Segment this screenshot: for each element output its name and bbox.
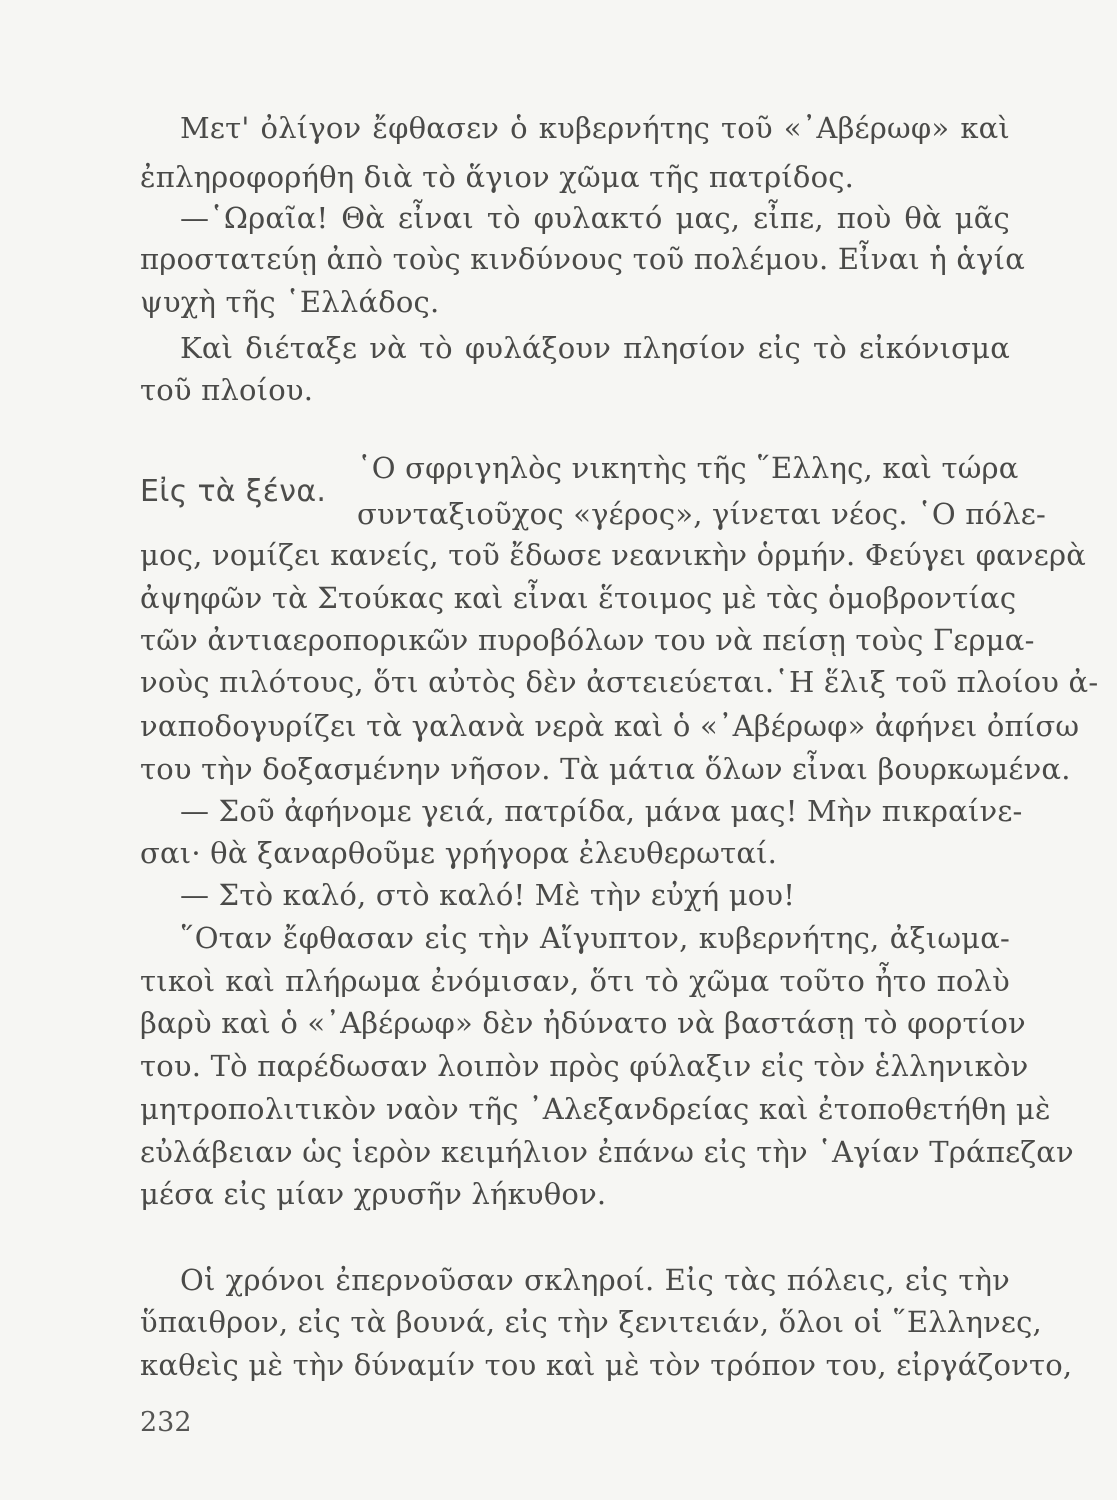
text-line: σαι· θὰ ξαναρθοῦμε γρήγορα ἐλευθερωταί. (140, 836, 778, 870)
page-number: 232 (140, 1407, 192, 1438)
text-line: του τὴν δοξασμένην νῆσον. Τὰ μάτια ὅλων εἶναι βουρκωμένα. (140, 752, 1071, 786)
text-line: καθεὶς μὲ τὴν δύναμίν του καὶ μὲ τὸν τρόπον του, εἰργάζοντο, (140, 1348, 1073, 1382)
text-line: εὐλάβειαν ὡς ἱερὸν κειμήλιον ἐπάνω εἰς τὴν ῾Αγίαν Τράπεζαν (140, 1135, 1074, 1169)
text-line: ῾Ο σφριγηλὸς νικητὴς τῆς ῞Ελλης, καὶ τώρα (357, 451, 1019, 485)
text-line: ὕπαιθρον, εἰς τὰ βουνά, εἰς τὴν ξενιτειάν, ὅλοι οἱ ῞Ελληνες, (140, 1305, 1042, 1339)
text-line: τοῦ πλοίου. (140, 373, 314, 407)
text-line: μος, νομίζει κανείς, τοῦ ἔδωσε νεανικὴν ὁρμήν. Φεύγει φανερὰ (140, 538, 1087, 572)
text-line: — Στὸ καλό, στὸ καλό! Μὲ τὴν εὐχή μου! (180, 878, 796, 912)
text-line: τῶν ἀντιαεροπορικῶν πυροβόλων του νὰ πείσῃ τοὺς Γερμα- (140, 623, 1035, 657)
text-line: Οἱ χρόνοι ἐπερνοῦσαν σκληροί. Εἰς τὰς πόλεις, εἰς τὴν (180, 1263, 1010, 1297)
text-line: ψυχὴ τῆς ῾Ελλάδος. (140, 285, 440, 319)
text-line: προστατεύῃ ἀπὸ τοὺς κινδύνους τοῦ πολέμου. Εἶναι ἡ ἁγία (140, 242, 1026, 276)
text-line: ἐπληροφορήθη διὰ τὸ ἅγιον χῶμα τῆς πατρίδος. (140, 160, 855, 194)
text-line: — Σοῦ ἀφήνομε γειά, πατρίδα, μάνα μας! Μὴν πικραίνε- (180, 794, 1023, 828)
text-line: τικοὶ καὶ πλήρωμα ἐνόμισαν, ὅτι τὸ χῶμα τοῦτο ἦτο πολὺ (140, 964, 1010, 998)
text-line: Καὶ διέταξε νὰ τὸ φυλάξουν πλησίον εἰς τὸ εἰκόνισμα (180, 331, 1010, 365)
text-line: ῞Οταν ἔφθασαν εἰς τὴν Αἴγυπτον, κυβερνήτης, ἀξιωμα- (180, 921, 1010, 955)
text-line: μητροπολιτικὸν ναὸν τῆς ᾿Αλεξανδρείας καὶ ἐτοποθετήθη μὲ (140, 1092, 1051, 1126)
text-line: Μετ' ὀλίγον ἔφθασεν ὁ κυβερνήτης τοῦ «᾿Αβέρωφ» καὶ (180, 111, 1010, 145)
text-line: βαρὺ καὶ ὁ «᾿Αβέρωφ» δὲν ἠδύνατο νὰ βαστάσῃ τὸ φορτίον (140, 1006, 1026, 1040)
text-line: του. Τὸ παρέδωσαν λοιπὸν πρὸς φύλαξιν εἰς τὸν ἑλληνικὸν (140, 1049, 1029, 1083)
text-line: συνταξιοῦχος «γέρος», γίνεται νέος. ῾Ο πόλε- (357, 497, 1047, 531)
text-line: —῾Ωραῖα! Θὰ εἶναι τὸ φυλακτό μας, εἶπε, ποὺ θὰ μᾶς (180, 201, 1010, 235)
side-heading: Εἰς τὰ ξένα. (140, 474, 327, 509)
text-line: ἀψηφῶν τὰ Στούκας καὶ εἶναι ἕτοιμος μὲ τὰς ὁμοβροντίας (140, 581, 1017, 615)
text-line: μέσα εἰς μίαν χρυσῆν λήκυθον. (140, 1177, 607, 1211)
text-line: νοὺς πιλότους, ὅτι αὐτὸς δὲν ἀστειεύεται.῾Η ἕλιξ τοῦ πλοίου ἀ- (140, 665, 1099, 699)
text-line: ναποδογυρίζει τὰ γαλανὰ νερὰ καὶ ὁ «᾿Αβέρωφ» ἀφήνει ὀπίσω (140, 709, 1080, 743)
